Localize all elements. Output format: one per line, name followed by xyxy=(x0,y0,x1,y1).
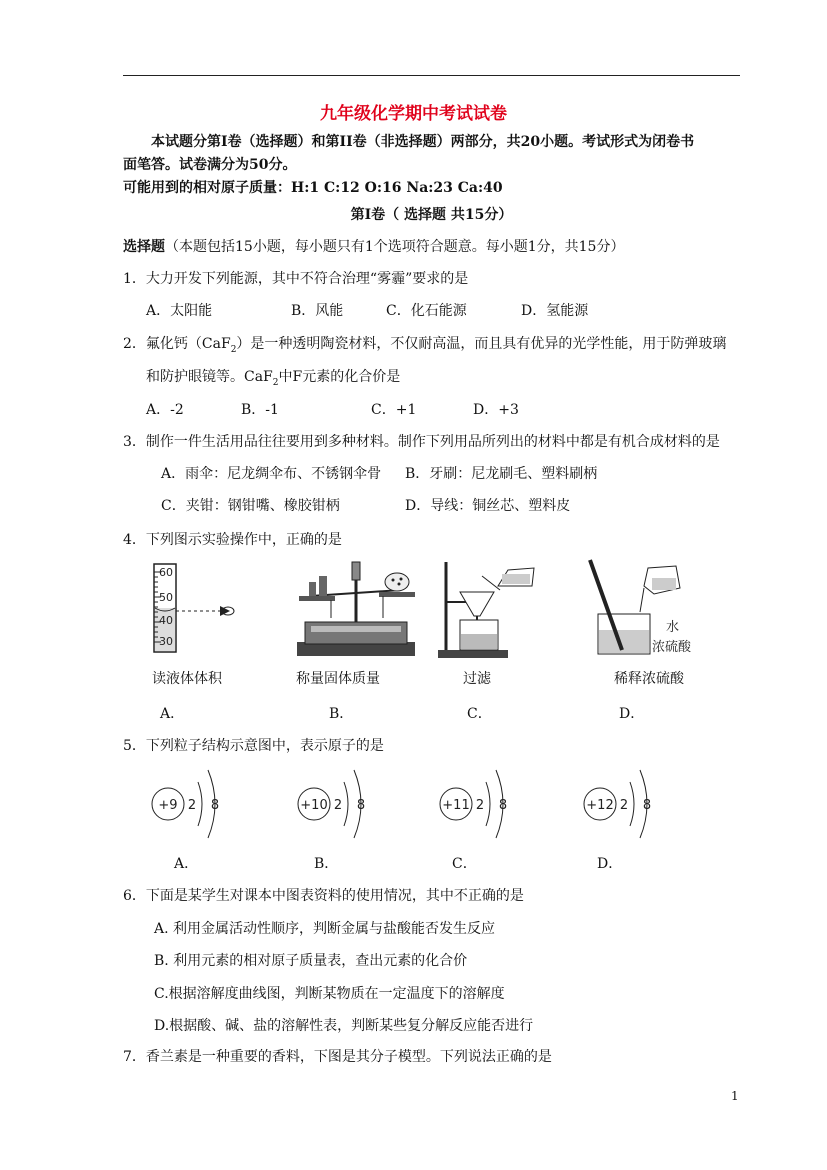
q2-stem-part-2: ）是一种透明陶瓷材料，不仅耐高温，而且具有优异的光学性能，用于防弹玻璃 xyxy=(236,336,727,352)
q3-option-a: A．雨伞：尼龙绸伞布、不锈钢伞骨 xyxy=(161,466,382,482)
shell-2-electrons: 8 xyxy=(356,798,366,813)
nucleus-charge: +9 xyxy=(158,798,178,813)
intro-line-2: 面笔答。试卷满分为50分。 xyxy=(123,157,297,173)
q5-option-c: C． xyxy=(452,856,477,872)
q3-stem: 3．制作一件生活用品往往要用到多种材料。制作下列用品所列出的材料中都是有机合成材料的是 xyxy=(123,434,720,450)
atom-diagram-b xyxy=(292,764,382,844)
q4-caption-a: 读液体体积 xyxy=(152,671,222,687)
cylinder-tick-50: 50 xyxy=(159,591,173,604)
q4-option-c: C． xyxy=(467,706,492,722)
shell-1-electrons: 2 xyxy=(333,798,343,813)
atom-diagram-c xyxy=(434,764,524,844)
shell-1-electrons: 2 xyxy=(475,798,485,813)
nucleus-charge: +12 xyxy=(586,798,614,813)
q6-option-d: D.根据酸、碱、盐的溶解性表，判断某些复分解反应能否进行 xyxy=(154,1018,534,1034)
q5-stem: 5．下列粒子结构示意图中，表示原子的是 xyxy=(123,738,384,754)
q6-option-b: B. 利用元素的相对原子质量表，查出元素的化合价 xyxy=(154,953,468,969)
q3-option-c: C．夹钳：钢钳嘴、橡胶钳柄 xyxy=(161,498,340,514)
shell-2-electrons: 8 xyxy=(642,798,652,813)
balance-scale-figure xyxy=(291,560,421,660)
q7-stem: 7．香兰素是一种重要的香料，下图是其分子模型。下列说法正确的是 xyxy=(123,1049,552,1065)
q1-option-b: B．风能 xyxy=(291,303,344,319)
q2-stem-part-1: 2．氟化钙（CaF xyxy=(123,336,231,352)
graduated-cylinder-figure xyxy=(148,562,248,658)
q2-line2-part-2: 中F元素的化合价是 xyxy=(278,369,401,385)
instructions-text: （本题包括15小题，每小题只有1个选项符合题意。每小题1分，共15分） xyxy=(165,239,625,255)
q2-option-b: B．-1 xyxy=(241,402,279,418)
q3-option-b: B．牙刷：尼龙刷毛、塑料刷柄 xyxy=(405,466,598,482)
cylinder-tick-40: 40 xyxy=(159,614,173,627)
q4-caption-c: 过滤 xyxy=(463,671,491,687)
label-water: 水 xyxy=(666,620,680,635)
q2-stem-subscript: 2 xyxy=(230,344,237,355)
intro-line-1: 本试题分第Ⅰ卷（选择题）和第II卷（非选择题）两部分，共20小题。考试形式为闭卷书 xyxy=(151,134,695,150)
q2-stem-line-2 xyxy=(146,366,400,388)
q6-option-c: C.根据溶解度曲线图，判断某物质在一定温度下的溶解度 xyxy=(154,986,505,1002)
shell-1-electrons: 2 xyxy=(187,798,197,813)
header-rule xyxy=(123,75,740,76)
q1-option-a: A．太阳能 xyxy=(146,303,213,319)
dilution-figure xyxy=(584,558,714,660)
q1-option-c: C．化石能源 xyxy=(386,303,467,319)
q2-option-a: A．-2 xyxy=(146,402,184,418)
shell-2-electrons: 8 xyxy=(498,798,508,813)
nucleus-charge: +11 xyxy=(442,798,470,813)
shell-1-electrons: 2 xyxy=(619,798,629,813)
section-heading: 第Ⅰ卷（ 选择题 共15分） xyxy=(350,207,513,223)
q2-line2-part-1: 和防护眼镜等。CaF xyxy=(146,369,273,385)
instructions xyxy=(123,236,624,256)
shell-2-electrons: 8 xyxy=(210,798,220,813)
q2-option-c: C．+1 xyxy=(371,402,417,418)
cylinder-tick-60: 60 xyxy=(159,566,173,579)
cylinder-tick-30: 30 xyxy=(159,635,173,648)
q4-caption-b: 称量固体质量 xyxy=(296,671,380,687)
page-number: 1 xyxy=(731,1089,739,1103)
q6-option-a: A. 利用金属活动性顺序，判断金属与盐酸能否发生反应 xyxy=(154,921,496,937)
q2-line2-subscript: 2 xyxy=(272,377,279,388)
nucleus-charge: +10 xyxy=(300,798,328,813)
q5-option-a: A． xyxy=(174,856,199,872)
filtration-figure xyxy=(436,556,546,660)
q5-option-b: B． xyxy=(314,856,339,872)
q4-option-b: B． xyxy=(329,706,354,722)
q6-stem: 6．下面是某学生对课本中图表资料的使用情况，其中不正确的是 xyxy=(123,888,524,904)
q4-option-a: A． xyxy=(160,706,185,722)
atom-diagram-a xyxy=(146,764,236,844)
q4-stem: 4．下列图示实验操作中，正确的是 xyxy=(123,532,342,548)
q4-option-d: D． xyxy=(619,706,645,722)
instructions-label: 选择题 xyxy=(123,239,165,255)
q4-caption-d: 稀释浓硫酸 xyxy=(614,671,684,687)
atomic-mass-line: 可能用到的相对原子质量：H:1 C:12 O:16 Na:23 Ca:40 xyxy=(123,180,503,196)
q1-stem: 1．大力开发下列能源，其中不符合治理“雾霾”要求的是 xyxy=(123,271,469,287)
q5-option-d: D． xyxy=(597,856,623,872)
q1-option-d: D．氢能源 xyxy=(521,303,589,319)
q2-stem xyxy=(123,333,726,355)
label-conc-sulfuric-acid: 浓硫酸 xyxy=(652,640,692,655)
q2-option-d: D．+3 xyxy=(473,402,519,418)
page-title: 九年级化学期中考试试卷 xyxy=(320,104,507,124)
q3-option-d: D．导线：铜丝芯、塑料皮 xyxy=(405,498,571,514)
atom-diagram-d xyxy=(578,764,668,844)
